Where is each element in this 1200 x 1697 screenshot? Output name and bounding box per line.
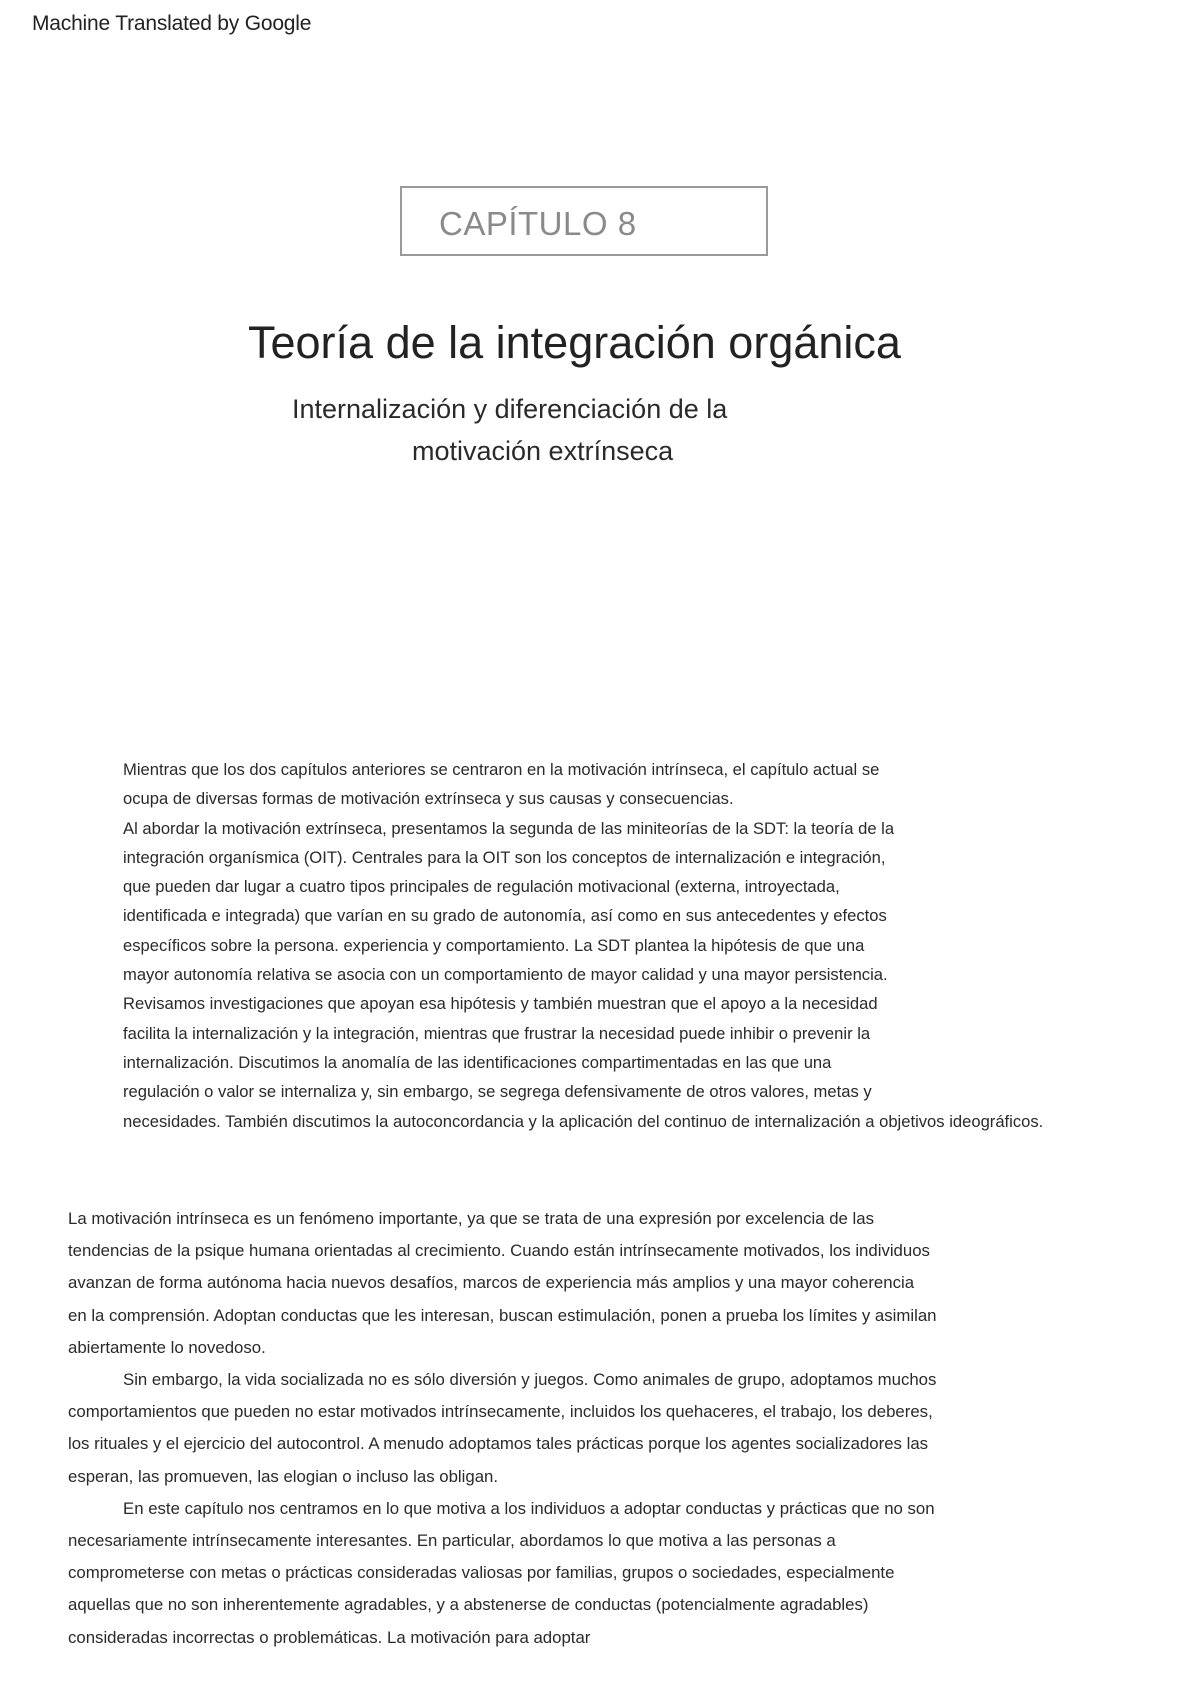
abstract-line: internalización. Discutimos la anomalía de las identificaciones compartimentadas en las que una [123, 1052, 832, 1072]
body-line: comprometerse con metas o prácticas consideradas valiosas por familias, grupos o sociedades, especialmente [68, 1563, 895, 1583]
abstract-line: ocupa de diversas formas de motivación extrínseca y sus causas y consecuencias. [123, 789, 734, 809]
abstract-line: facilita la internalización y la integración, mientras que frustrar la necesidad puede inhibir o prevenir la [123, 1023, 871, 1043]
body-line: tendencias de la psique humana orientadas al crecimiento. Cuando están intrínsecamente motivados, los individuos [68, 1241, 930, 1261]
chapter-body-text [68, 1203, 1200, 1654]
abstract-line: regulación o valor se internaliza y, sin embargo, se segrega defensivamente de otros valores, metas y [123, 1082, 872, 1102]
body-line: Sin embargo, la vida socializada no es sólo diversión y juegos. Como animales de grupo, adoptamos muchos [123, 1370, 937, 1390]
abstract-line: Revisamos investigaciones que apoyan esa hipótesis y también muestran que el apoyo a la necesidad [123, 994, 878, 1014]
body-line: los rituales y el ejercicio del autocontrol. A menudo adoptamos tales prácticas porque los agentes socializadores las [68, 1434, 929, 1454]
abstract-line: mayor autonomía relativa se asocia con un comportamiento de mayor calidad y una mayor persistencia. [123, 965, 888, 985]
body-line: aquellas que no son inherentemente agradables, y a abstenerse de conductas (potencialmente agradables) [68, 1595, 869, 1615]
body-line: esperan, las promueven, las elogian o incluso las obligan. [68, 1466, 499, 1486]
chapter-title: Teoría de la integración orgánica [248, 317, 901, 368]
body-line: En este capítulo nos centramos en lo que motiva a los individuos a adoptar conductas y prácticas que no son [123, 1498, 935, 1518]
abstract-line: Al abordar la motivación extrínseca, presentamos la segunda de las miniteorías de la SDT: la teoría de la [123, 818, 895, 838]
body-line: consideradas incorrectas o problemáticas. La motivación para adoptar [68, 1627, 591, 1647]
abstract-line: integración organísmica (OIT). Centrales para la OIT son los conceptos de internalización e integración, [123, 847, 886, 867]
body-line: abiertamente lo novedoso. [68, 1337, 266, 1357]
abstract-line: necesidades. También discutimos la autoconcordancia y la aplicación del continuo de internalización a objetivos ideográficos. [123, 1111, 1044, 1131]
body-line: en la comprensión. Adoptan conductas que les interesan, buscan estimulación, ponen a prueba los límites y asimilan [68, 1305, 937, 1325]
chapter-abstract [123, 755, 1200, 1136]
body-line: comportamientos que pueden no estar motivados intrínsecamente, incluidos los quehaceres, el trabajo, los deberes, [68, 1402, 933, 1422]
abstract-line: identificada e integrada) que varían en su grado de autonomía, así como en sus antecedentes y efectos [123, 906, 887, 926]
chapter-label-box [400, 186, 768, 256]
chapter-label: CAPÍTULO 8 [439, 205, 637, 242]
body-line: necesariamente intrínsecamente interesantes. En particular, abordamos lo que motiva a las personas a [68, 1531, 836, 1551]
body-line: La motivación intrínseca es un fenómeno importante, ya que se trata de una expresión por excelencia de las [68, 1209, 874, 1228]
abstract-line: que pueden dar lugar a cuatro tipos principales de regulación motivacional (externa, introyectada, [123, 877, 840, 897]
body-line: avanzan de forma autónoma hacia nuevos desafíos, marcos de experiencia más amplios y una mayor coherencia [68, 1273, 915, 1293]
chapter-subtitle-line-2: motivación extrínseca [412, 436, 674, 466]
abstract-line: Mientras que los dos capítulos anteriores se centraron en la motivación intrínseca, el capítulo actual se [123, 760, 880, 779]
abstract-line: específicos sobre la persona. experiencia y comportamiento. La SDT plantea la hipótesis de que una [123, 935, 865, 955]
chapter-subtitle-line-1: Internalización y diferenciación de la [292, 394, 728, 424]
machine-translation-note: Machine Translated by Google [32, 12, 312, 35]
